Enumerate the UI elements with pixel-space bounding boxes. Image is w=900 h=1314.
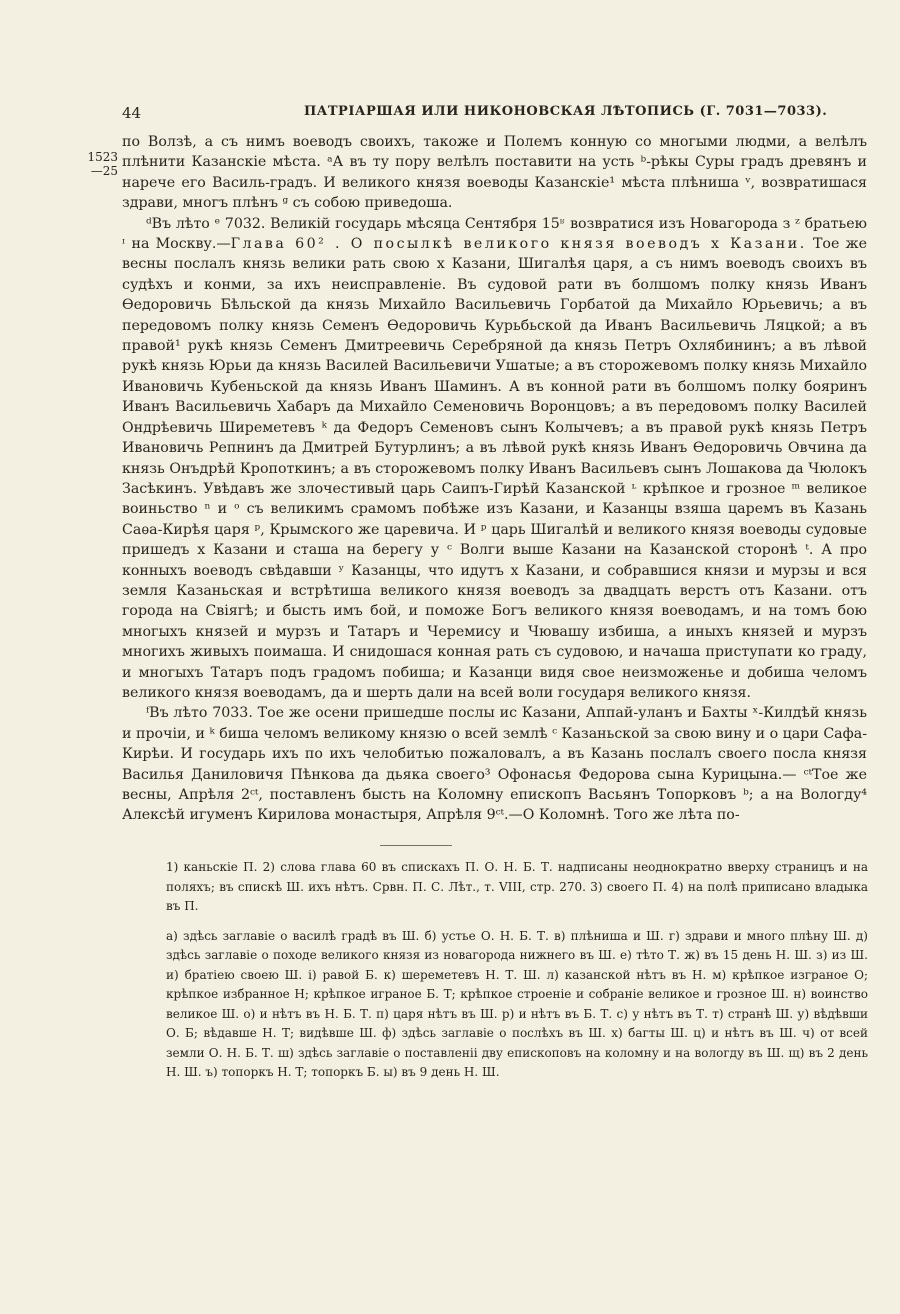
footnote-numbered: 1) каньскіе П. 2) слова глава 60 въ спискахъ П. О. Н. Б. Т. надписаны неоднократно вверху страницъ и на поляхъ; въ спискѣ Ш. ихъ нѣтъ. Срвн. П. С. Лѣт., т. VIII, стр. 270. 3) своего П. 4) на полѣ приписано владыка въ П. <box>166 860 868 913</box>
paragraph-text: Тое же весны послалъ князь велики рать свою х Казани, Шигалѣя царя, а съ нимъ воеводъ своихъ въ судѣхъ и конми, за ихъ неисправленіе. Въ судовой рати въ болшомъ полку князь Иванъ Ѳедоровичь Бѣльской да князь Михайло Васильевичь Горбатой да Михайло Юрьевичь; а въ передовомъ полку князь Семенъ Ѳедоровичь Курьбьской да Иванъ Васильевичь Ляцкой; а въ правой¹ рукѣ князь Семенъ Дмитреевичь Серебряной да князь Петръ Охлябининъ; а въ лѣвой рукѣ князь Юрьи да князь Василей Васильевичи Ушатые; а въ сторожевомъ полку князь Михайло Ивановичь Кубеньской да князь Иванъ Шаминъ. А въ конной рати въ болшомъ полку бояринъ Иванъ Васильевичь Хабаръ да Михайло Семеновичь Воронцовъ; а въ передовомъ полку Василей Ондрѣевичь Ширеметевъ ᵏ да Федоръ Семеновъ сынъ Колычевъ; а въ правой рукѣ князь Петръ Ивановичь Репнинъ да Дмитрей Бутурлинъ; а въ лѣвой рукѣ князь Иванъ Ѳедоровичь Овчина да князь Онъдрѣй Кропоткинъ; а въ сторожевомъ полку Иванъ Васильевъ сынъ Лошакова да Чюлокъ Засѣкинъ. Увѣдавъ же злочестивый царь Саипъ-Гирѣй Казанской ᶫ крѣпкое и грозное ᵐ великое воиньство ⁿ и ᵒ съ великимъ срамомъ побѣже изъ Казани, и Казанцы взяша царемъ въ Казань Саѳа-Кирѣя царя ᵖ, Крымского же царевича. И ᵖ царь Шигалѣй и великого князя воеводы судовые пришедъ х Казани и сташа на берегу у ᶜ Волги выше Казани на Казанской сторонѣ ᵗ. А про конныхъ воеводъ свѣдавши ʸ Казанцы, что идутъ х Казани, и собравшися князи и мурзы и вся земля Казаньская и встрѣтиша великого князя воеводъ за двадцать верстъ отъ Казани. отъ города на Свіягѣ; и бысть имъ бой, и поможе Богъ великого князя воеводамъ, и на томъ бою многыхъ князей и мурзъ и Татаръ и Черемису и Чювашу избиша, а иныхъ князей и мурзъ многихъ живыхъ поимаша. И снидошася конная рать съ судовою, и начаша приступати ко граду, и многыхъ Татаръ подъ градомъ побиша; и Казанци видя свое неизможенье и добиша челомъ великого князя воеводамъ, да и шерть дали на всей воли государя великого князя. <box>122 236 867 701</box>
footnotes <box>166 858 868 1093</box>
chapter-heading: Глава 60² . О посылкѣ великого князя воеводъ х Казани. <box>230 236 807 253</box>
page-number: 44 <box>122 104 142 122</box>
footnote-lettered: а) здѣсь заглавіе о василѣ градѣ въ Ш. б) устье О. Н. Б. Т. в) плѣниша и Ш. г) здрави и много плѣну Ш. д) здѣсь заглавіе о походе великого князя из новагорода нижнего въ Ш. е) тѣто Т. ж) въ 15 день Н. Ш. з) из Ш. и) братіею своею Ш. і) равой Б. к) шереметевъ Н. Т. Ш. л) казанской нѣтъ въ Н. м) крѣпкое изграное О; крѣпкое избранное Н; крѣпкое играное Б. Т; крѣпкое строеніе и собраніе великое и грозное Ш. н) воинство великое Ш. о) и нѣтъ въ Н. Б. Т. п) царя нѣтъ въ Ш. р) и нѣтъ въ Б. Т. с) у нѣтъ въ Т. т) странѣ Ш. у) вѣдѣвши О. Б; вѣдавше Н. Т; видѣвше Ш. ф) здѣсь заглавіе о послѣхъ въ Ш. х) багты Ш. ц) и нѣтъ въ Ш. ч) от всей земли О. Н. Б. Т. ш) здѣсь заглавіе о поставленіі дву епископовъ на коломну и на вологду въ Ш. щ) въ 2 день Н. Ш. ъ) топоркъ Н. Т; топоркъ Б. ы) въ 9 день Н. Ш. <box>166 928 868 1079</box>
margin-year-note: 1523 —25 <box>87 150 118 178</box>
paragraph: по Волзѣ, а съ нимъ воеводъ своихъ, такоже и Полемъ конную со многыми людми, а велѣлъ плѣнити Казанскіе мѣста. ᵃА въ ту пору велѣлъ поставити на усть ᵇ-рѣкы Суры градъ древянъ и нарече его Василь-градъ. И великого князя воеводы Казанскіе¹ мѣста плѣниша ᵛ, возвратишася здрави, многъ плѣнъ ᵍ съ собою приведоша. <box>122 134 867 212</box>
paragraph <box>122 214 867 704</box>
footnote-divider <box>380 845 452 846</box>
running-title: ПАТРІАРШАЯ ИЛИ НИКОНОВСКАЯ ЛѢТОПИСЬ (Г. 7031—7033). <box>304 104 828 119</box>
paragraph-text: ᵈВъ лѣто ᵉ 7032. Великій государь мѣсяца Сентября 15ʶ возвратися изъ Новагорода з ᶻ братьею ᶦ на Москву.— <box>122 215 867 253</box>
main-text <box>122 132 867 826</box>
paragraph: ᶠВъ лѣто 7033. Тое же осени пришедше послы ис Казани, Аппай-уланъ и Бахты ˣ-Килдѣй князь и прочіи, и ᵏ биша челомъ великому князю о всей землѣ ᶜ Казаньской за свою вину и о цари Сафа-Кирѣи. И государь ихъ по ихъ челобитью пожаловалъ, а въ Казань послалъ своего посла князя Василья Даниловичя Пѣнкова да дьяка своего³ Офонасья Федорова сына Курицына.— ᶜᵗТое же весны, Апрѣля 2ᶜᵗ, поставленъ бысть на Коломну епископъ Васьянъ Топорковъ ᵇ; а на Вологду⁴ Алексѣй игуменъ Кирилова монастыря, Апрѣля 9ᶜᵗ.—О Коломнѣ. Того же лѣта по- <box>122 705 867 824</box>
page-header <box>122 104 860 126</box>
